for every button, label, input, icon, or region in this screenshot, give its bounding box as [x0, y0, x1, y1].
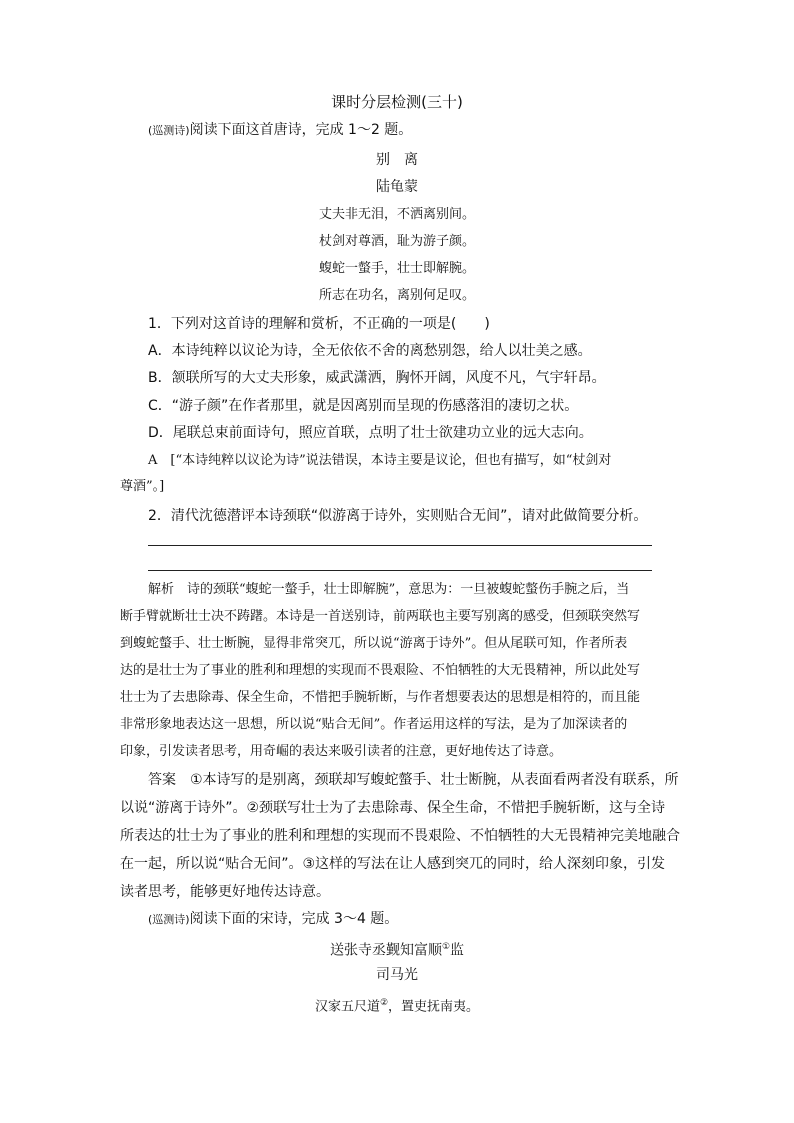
poem-2-title [0, 937, 794, 961]
analysis-line: 解析 诗的颈联“蝮蛇一螫手，壮士即解腕”，意思为：一旦被蝮蛇螫伤手腕之后，当 [148, 582, 630, 597]
poem-2-title-text: 送张寺丞觐知富顺 [329, 942, 442, 959]
poem-2-line-text: 汉家五尺道 [314, 999, 380, 1015]
question-1-stem: 1．下列对这首诗的理解和赏析，不正确的一项是( ) [148, 316, 490, 332]
option-d: D．尾联总束前面诗句，照应首联，点明了壮士欲建功立业的远大志向。 [148, 425, 593, 441]
footnote-marker: ② [379, 998, 389, 1008]
poem-line: 蝮蛇一螫手，壮士即解腕。 [318, 261, 475, 276]
section-tag: (巡测诗) [148, 124, 190, 137]
section-instruction-1 [148, 120, 412, 141]
answer-blank-line [148, 570, 652, 571]
answer-blank-line [148, 545, 652, 546]
poem-line: 杖剑对尊酒，耻为游子颜。 [318, 234, 475, 249]
section-tag: (巡测诗) [148, 913, 190, 926]
analysis-line: 壮士为了去患除毒、保全生命，不惜把手腕斩断，与作者想要表达的思想是相符的，而且能 [120, 690, 641, 705]
analysis-line: 达的是壮士为了事业的胜利和理想的实现而不畏艰险、不怕牺牲的大无畏精神，所以此处写 [120, 663, 641, 678]
answer-line: 以说“游离于诗外”。②颈联写壮士为了去患除毒、保全生命，不惜把手腕斩断，这与全诗 [120, 800, 666, 816]
poem-line: 丈夫非无泪，不洒离别间。 [318, 207, 475, 222]
answer-line: 所表达的壮士为了事业的胜利和理想的实现而不畏艰险、不怕牺牲的大无畏精神完美地融合 [120, 828, 680, 844]
option-b: B．颔联所写的大丈夫形象，威武潇洒，胸怀开阔，风度不凡，气宇轩昂。 [148, 370, 606, 386]
poem-2-author: 司马光 [376, 967, 418, 983]
footnote-marker: ① [441, 942, 451, 952]
answer-line: 答案 ①本诗写的是别离，颈联却写蝮蛇螫手、壮士断腕，从表面看两者没有联系，所 [148, 772, 679, 788]
analysis-line: 非常形象地表达这一思想，所以说“贴合无间”。作者运用这样的写法，是为了加深读者的 [120, 717, 628, 732]
section-instruction-2 [148, 909, 398, 930]
page-title: 课时分层检测(三十) [331, 93, 463, 111]
poem-2-line-text: ，置吏抚南夷。 [388, 999, 480, 1015]
analysis-line: 印象，引发读者思考，用奇崛的表达来吸引读者的注意，更好地传达了诗意。 [120, 744, 563, 759]
analysis-line: 断手臂就断壮士决不踌躇。本诗是一首送别诗，前两联也主要写别离的感受，但颈联突然写 [120, 609, 641, 624]
option-c: C．“游子颜”在作者那里，就是因离别而呈现的伤感落泪的凄切之状。 [148, 398, 579, 414]
section-text: 阅读下面的宋诗，完成 3～4 题。 [189, 911, 399, 927]
analysis-line: 到蝮蛇螫手、壮士断腕，显得非常突兀，所以说“游离于诗外”。但从尾联可知，作者所表 [120, 636, 628, 651]
poem-author: 陆龟蒙 [376, 179, 418, 195]
poem-2-line [0, 993, 794, 1017]
poem-line: 所志在功名，离别何足叹。 [318, 288, 475, 303]
answer-line: 读者思考，能够更好地传达诗意。 [120, 884, 330, 900]
poem-2-title-text: 监 [450, 942, 465, 959]
poem-title: 别 离 [376, 152, 418, 168]
section-text: 阅读下面这首唐诗，完成 1～2 题。 [189, 122, 413, 138]
question-1-answer: 尊酒”。] [120, 479, 165, 494]
option-a: A．本诗纯粹以议论为诗，全无依依不舍的离愁别怨，给人以壮美之感。 [148, 343, 592, 359]
question-2-stem: 2．清代沈德潜评本诗颈联“似游离于诗外，实则贴合无间”，请对此做简要分析。 [148, 508, 648, 524]
question-1-answer: A [“本诗纯粹以议论为诗”说法错误，本诗主要是议论，但也有描写，如“杖剑对 [148, 453, 612, 468]
answer-line: 在一起，所以说“贴合无间”。③这样的写法在让人感到突兀的同时，给人深刻印象，引发 [120, 856, 666, 872]
